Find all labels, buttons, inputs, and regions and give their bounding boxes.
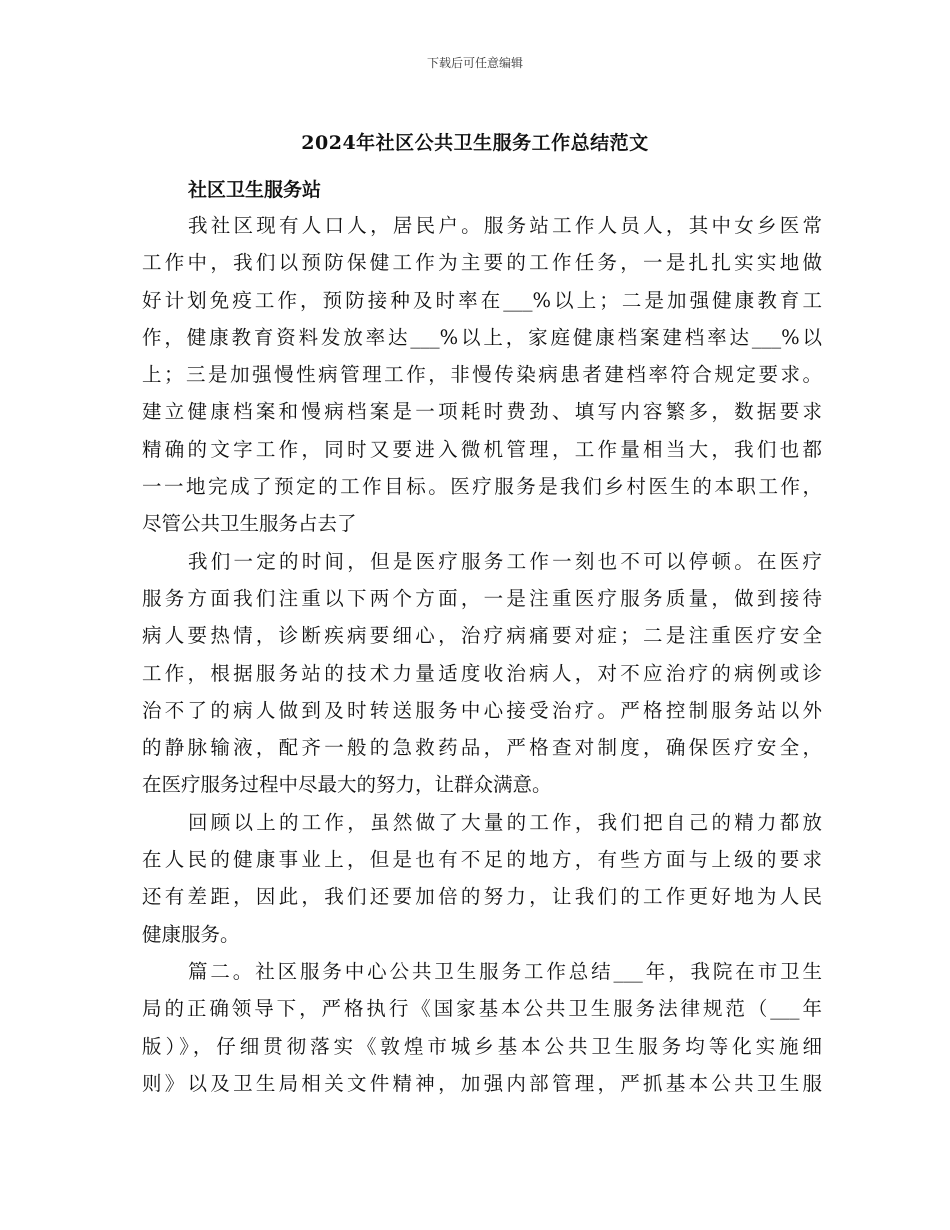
paragraph-3-line-4: 健康服务。 <box>142 922 240 946</box>
paragraph-1-line-4: 作，健康教育资料发放率达___%以上，家庭健康档案建档率达___%以 <box>142 325 822 349</box>
document-body <box>142 207 822 1102</box>
paragraph-3-line-3: 还有差距，因此，我们还要加倍的努力，让我们的工作更好地为人民 <box>142 885 822 909</box>
paragraph-3-line-1: 回顾以上的工作，虽然做了大量的工作，我们把自己的精力都放 <box>188 810 822 834</box>
paragraph-1-line-7: 精确的文字工作，同时又要进入微机管理，工作量相当大，我们也都 <box>142 437 822 461</box>
paragraph-2-line-2: 服务方面我们注重以下两个方面，一是注重医疗服务质量，做到接待 <box>142 586 822 610</box>
paragraph-1-line-3: 好计划免疫工作，预防接种及时率在___%以上；二是加强健康教育工 <box>142 288 822 312</box>
paragraph-1-line-6: 建立健康档案和慢病档案是一项耗时费劲、填写内容繁多，数据要求 <box>142 400 822 424</box>
paragraph-2-line-7: 在医疗服务过程中尽最大的努力，让群众满意。 <box>142 773 552 797</box>
paragraph-2-line-5: 治不了的病人做到及时转送服务中心接受治疗。严格控制服务站以外 <box>142 698 822 722</box>
paragraph-1-line-8: 一一地完成了预定的工作目标。医疗服务是我们乡村医生的本职工作， <box>142 475 822 499</box>
paragraph-2-line-3: 病人要热情，诊断疾病要细心，治疗病痛要对症；二是注重医疗安全 <box>142 624 822 648</box>
paragraph-4-line-1: 篇二。社区服务中心公共卫生服务工作总结___年，我院在市卫生 <box>188 959 822 983</box>
paragraph-2-line-4: 工作，根据服务站的技术力量适度收治病人，对不应治疗的病例或诊 <box>142 661 822 685</box>
paragraph-3-line-2: 在人民的健康事业上，但是也有不足的地方，有些方面与上级的要求 <box>142 848 822 872</box>
paragraph-2-line-6: 的静脉输液，配齐一般的急救药品，严格查对制度，确保医疗安全， <box>142 736 822 760</box>
paragraph-1-line-1: 我社区现有人口人，居民户。服务站工作人员人，其中女乡医常 <box>188 214 822 237</box>
paragraph-1-line-5: 上；三是加强慢性病管理工作，非慢传染病患者建档率符合规定要求。 <box>142 363 822 387</box>
paragraph-4-line-3: 版）》，仔细贯彻落实《敦煌市城乡基本公共卫生服务均等化实施细 <box>142 1034 822 1058</box>
paragraph-4-line-4: 则》以及卫生局相关文件精神，加强内部管理，严抓基本公共卫生服 <box>142 1071 822 1095</box>
paragraph-1-line-9: 尽管公共卫生服务占去了 <box>142 512 357 536</box>
paragraph-2-line-1: 我们一定的时间，但是医疗服务工作一刻也不可以停顿。在医疗 <box>188 549 822 573</box>
paragraph-4-line-2: 局的正确领导下，严格执行《国家基本公共卫生服务法律规范（___年 <box>142 997 822 1021</box>
document-title: 2024年社区公共卫生服务工作总结范文 <box>301 132 649 154</box>
paragraph-1-line-2: 工作中，我们以预防保健工作为主要的工作任务，一是扎扎实实地做 <box>142 251 822 275</box>
section-heading: 社区卫生服务站 <box>188 179 322 201</box>
page-header-note: 下载后可任意编辑 <box>426 56 523 70</box>
